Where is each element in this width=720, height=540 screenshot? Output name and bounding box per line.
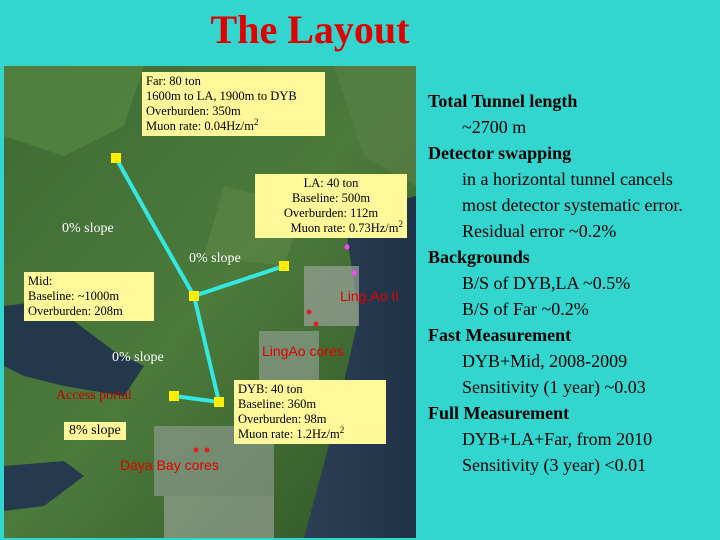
mid-line1: Mid: xyxy=(28,274,53,288)
far-line1: Far: 80 ton xyxy=(146,74,201,88)
dyb-line1: DYB: 40 ton xyxy=(238,382,303,396)
la-line2: Baseline: 500m xyxy=(291,191,371,205)
dyb-hall xyxy=(214,397,224,407)
far-hall xyxy=(111,153,121,163)
slope-label-lower: 0% slope xyxy=(112,350,164,365)
dayabay-cores-label: Daya Bay cores xyxy=(120,457,219,473)
page-title: The Layout xyxy=(210,7,410,52)
access-portal-label: Access portal xyxy=(56,388,132,403)
summary-line: Sensitivity (1 year) ~0.03 xyxy=(462,377,646,397)
summary-line: Fast Measurement xyxy=(428,325,572,345)
summary-line: B/S of Far ~0.2% xyxy=(462,299,589,319)
la-line1: LA: 40 ton xyxy=(303,176,359,190)
far-info-box xyxy=(142,72,325,136)
la-hall xyxy=(279,261,289,271)
summary-text xyxy=(428,88,718,478)
summary-line: DYB+Mid, 2008-2009 xyxy=(462,351,628,371)
summary-line: B/S of DYB,LA ~0.5% xyxy=(462,273,631,293)
mid-hall xyxy=(189,291,199,301)
summary-line: in a horizontal tunnel cancels xyxy=(462,169,673,189)
far-line4: Muon rate: $0.04Hz/m^2$ xyxy=(146,116,259,133)
dyb-line4: Muon rate: $1.2Hz/m^2$ xyxy=(238,424,345,441)
dyb-line3: Overburden: 98m xyxy=(238,412,327,426)
slope-label-left: 0% slope xyxy=(62,221,114,236)
far-line3: Overburden: 350m xyxy=(146,104,241,118)
satellite-map xyxy=(4,66,416,538)
summary-line: DYB+LA+Far, from 2010 xyxy=(462,429,653,449)
summary-line: Full Measurement xyxy=(428,403,570,423)
summary-line: Sensitivity (3 year) <0.01 xyxy=(462,455,647,475)
dyb-line2: Baseline: 360m xyxy=(238,397,317,411)
portal-hall xyxy=(169,391,179,401)
summary-line: Residual error ~0.2% xyxy=(462,221,617,241)
summary-line: Detector swapping xyxy=(428,143,572,163)
dyb-info-box xyxy=(234,380,386,444)
mid-line2: Baseline: ~1000m xyxy=(28,289,120,303)
lingao-ii-label: Ling.Ao II xyxy=(340,288,400,304)
mid-info-box xyxy=(24,272,154,321)
summary-line: Total Tunnel length xyxy=(428,91,578,111)
slope-8-label: 8% slope xyxy=(64,422,126,440)
slope-label-center: 0% slope xyxy=(189,251,241,266)
summary-line: most detector systematic error. xyxy=(462,195,683,215)
summary-line: Backgrounds xyxy=(428,247,530,267)
lingao-cores-label: LingAo cores xyxy=(262,343,344,359)
summary-line: ~2700 m xyxy=(462,117,527,137)
far-line2: 1600m to LA, 1900m to DYB xyxy=(146,89,297,103)
la-line3: Overburden: 112m xyxy=(283,206,379,220)
mid-line3: Overburden: 208m xyxy=(28,304,123,318)
la-line4: Muon rate: $0.73Hz/m^2$ xyxy=(290,218,403,235)
la-info-box xyxy=(255,174,407,238)
